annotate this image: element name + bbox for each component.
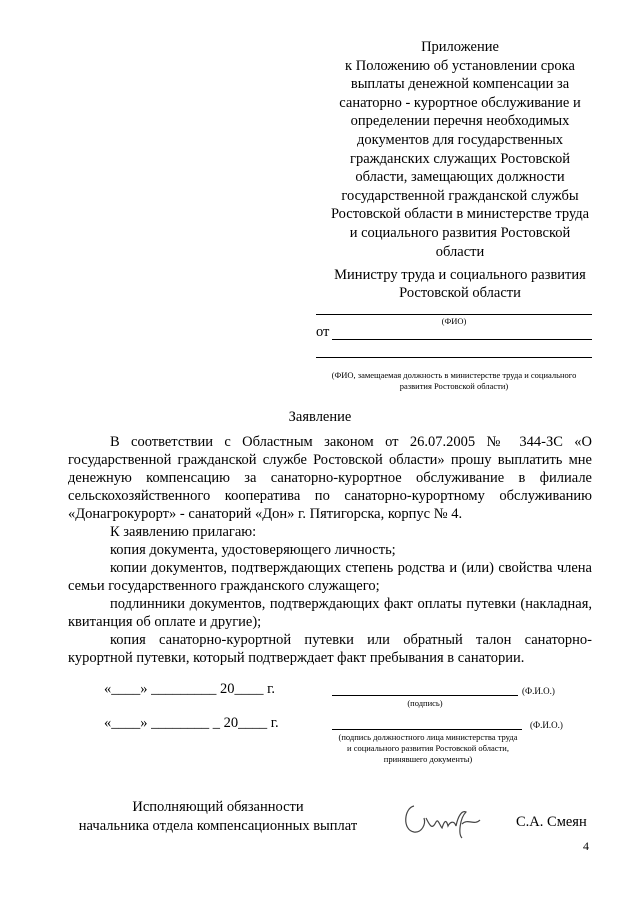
position-line: Исполняющий обязанности [132, 799, 304, 815]
from-label: от [316, 324, 330, 340]
attachment-item: копии документов, подтверждающих степень родства и (или) свойства члена семьи государственного гражданского служащего; [68, 560, 592, 594]
addressee-block [300, 266, 620, 302]
appendix-line: Приложение [421, 39, 499, 55]
attachment-item: подлинники документов, подтверждающих факт оплаты путевки (накладная, квитанция об оплате и другие); [68, 596, 592, 630]
page-number: 4 [583, 839, 589, 853]
attachments-intro: К заявлению прилагаю: [110, 524, 257, 540]
from-caption-line: развития Ростовской области) [399, 381, 509, 391]
signature-caption-line: (подпись должностного лица министерства труда [338, 732, 518, 742]
handwritten-signature [396, 796, 492, 842]
fio-label-2: (Ф.И.О.) [530, 720, 563, 730]
from-caption [316, 370, 592, 392]
from-caption-line: (ФИО, замещаемая должность в министерстве труда и социального [331, 370, 577, 380]
position-line: начальника отдела компенсационных выплат [78, 818, 358, 834]
appendix-line: санаторно - курортное обслуживание и [339, 94, 581, 111]
appendix-line: области [435, 243, 485, 260]
signer-name: С.А. Смеян [516, 814, 587, 830]
signature-caption-1: (подпись) [407, 698, 443, 708]
appendix-line: к Положению об установлении срока [345, 57, 575, 74]
appendix-line: документов для государственных [357, 131, 563, 148]
date-field-2[interactable]: «____» ________ _ 20____ г. [104, 715, 279, 731]
fio-caption: (ФИО) [441, 316, 467, 326]
attachment-item: копия документа, удостоверяющего личность; [110, 542, 396, 558]
statement-paragraph: В соответствии с Областным законом от 26.07.2005 № 344-ЗС «О государственной гражданской службе Ростовской области» прошу выплатить мне денежную компенсацию за санаторно-курортное обслуживание в филиале сельскохозяйственного кооператива по санаторно-курортному обслуживанию «Донагрокурорт» - санаторий «Дон» г. Пятигорска, корпус № 4. [68, 434, 592, 522]
statement-title: Заявление [288, 409, 352, 425]
appendix-line: области, замещающих должности [355, 169, 565, 186]
appendix-line: выплаты денежной компенсации за [350, 76, 570, 93]
signature-caption-line: и социального развития Ростовской области, [347, 743, 509, 753]
statement-body [68, 433, 592, 667]
appendix-line: и социального развития Ростовской [349, 224, 571, 241]
addressee-line: Министру труда и социального развития [334, 267, 586, 283]
from-field-line-2[interactable] [316, 357, 592, 358]
attachment-item: копия санаторно-курортной путевки или обратный талон санаторно-курортной путевки, который подтверждает факт пребывания в санатории. [68, 632, 592, 666]
fio-label-1: (Ф.И.О.) [522, 686, 555, 696]
signer-position [68, 798, 368, 836]
appendix-header [300, 38, 620, 261]
date-field-1[interactable]: «____» _________ 20____ г. [104, 681, 276, 697]
appendix-line: государственной гражданской службы [341, 187, 579, 204]
signature-caption-2 [318, 732, 538, 765]
appendix-line: Ростовской области в министерстве труда [330, 206, 590, 223]
signature-line-1[interactable] [332, 695, 518, 696]
signature-caption-line: принявшего документы) [383, 754, 473, 764]
addressee-line: Ростовской области [399, 285, 521, 301]
fio-field-line[interactable] [316, 314, 592, 315]
appendix-line: гражданских служащих Ростовской [350, 150, 570, 167]
appendix-line: определении перечня необходимых [350, 113, 570, 130]
from-field-line-1[interactable] [332, 339, 592, 340]
signature-line-2[interactable] [332, 729, 522, 730]
